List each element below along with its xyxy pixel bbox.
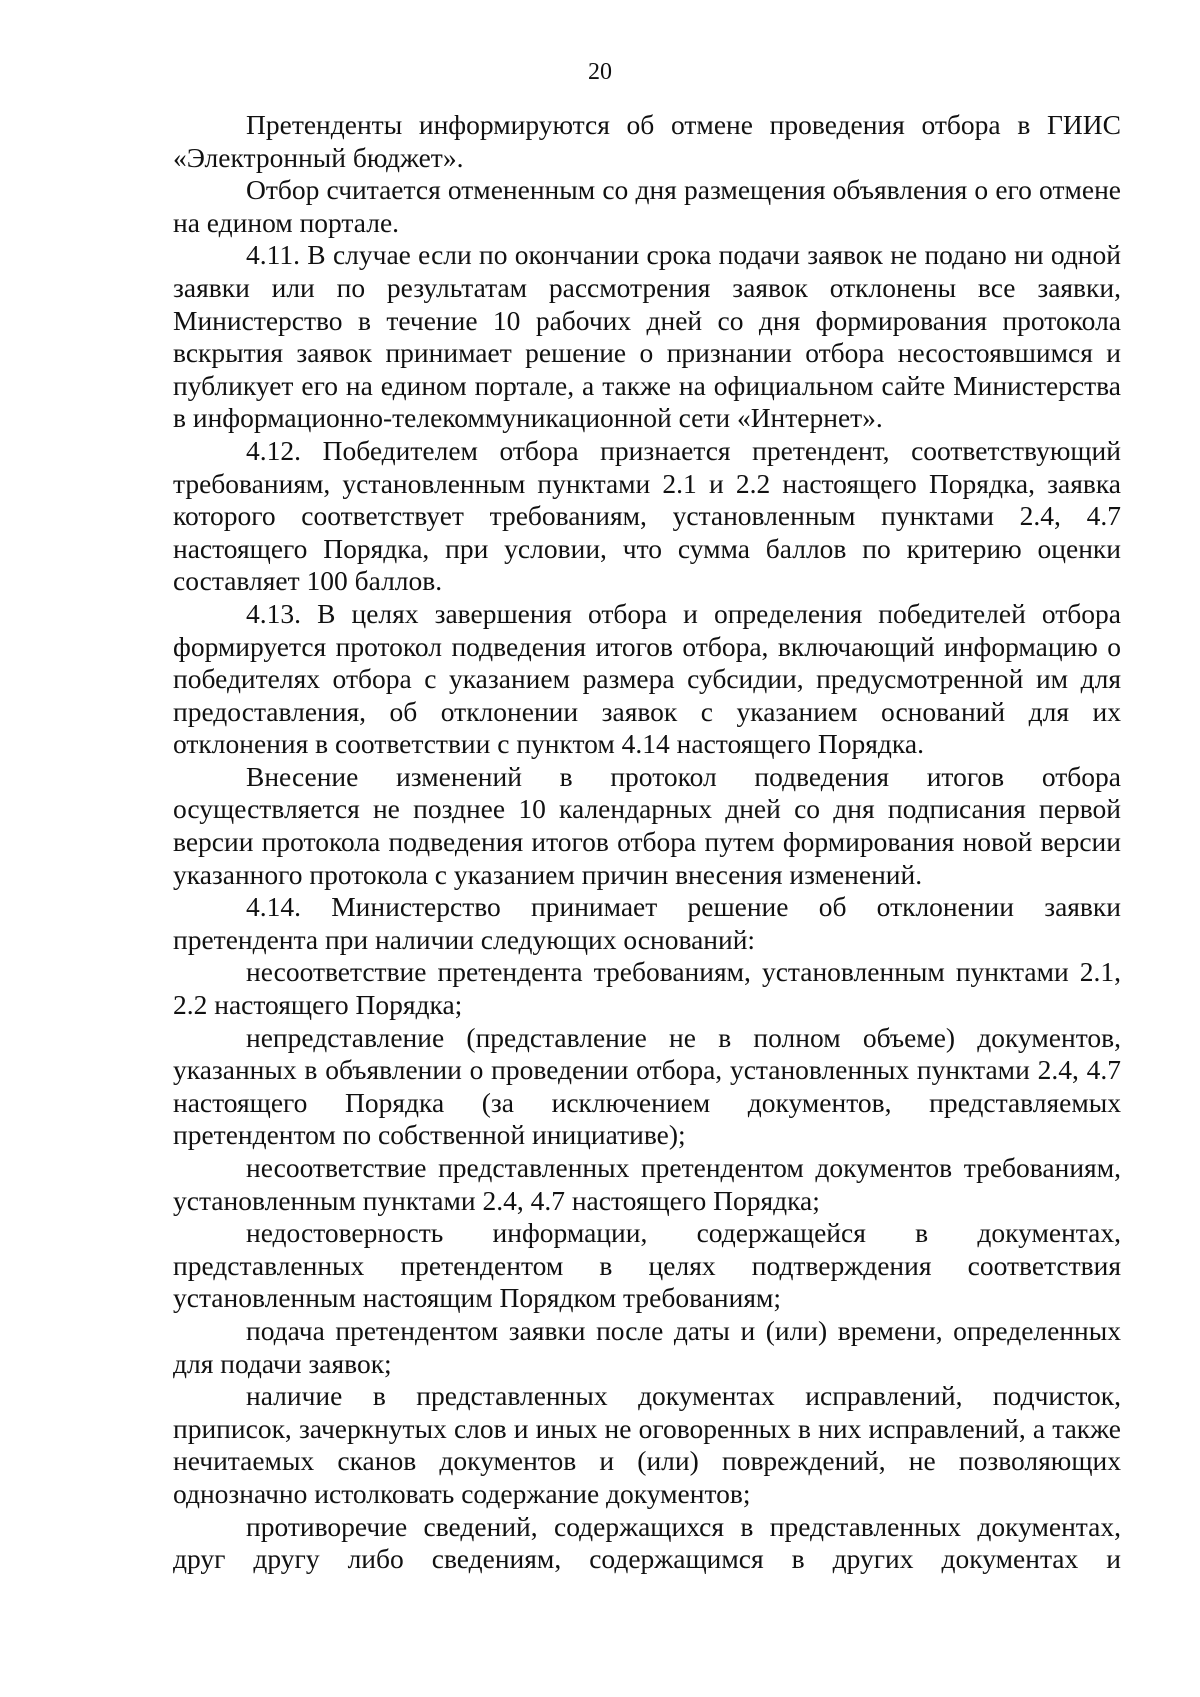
document-body <box>173 109 1121 1576</box>
paragraph: Внесение изменений в протокол подведения итогов отбора осуществляется не позднее 10 календарных дней со дня подписания первой версии протокола подведения итогов отбора путем формирования новой версии указанного протокола с указанием причин внесения изменений. <box>173 760 1121 890</box>
paragraph: противоречие сведений, содержащихся в представленных документах, друг другу либо сведениям, содержащимся в других документах и <box>173 1510 1121 1575</box>
paragraph: 4.12. Победителем отбора признается претендент, соответствующий требованиям, установленным пунктами 2.1 и 2.2 настоящего Порядка, заявка которого соответствует требованиям, установленным пунктами 2.4, 4.7 настоящего Порядка, при условии, что сумма баллов по критерию оценки составляет 100 баллов. <box>173 434 1121 597</box>
paragraph: несоответствие претендента требованиям, установленным пунктами 2.1, 2.2 настоящего Порядка; <box>173 956 1121 1021</box>
paragraph: непредставление (представление не в полном объеме) документов, указанных в объявлении о проведении отбора, установленных пунктами 2.4, 4.7 настоящего Порядка (за исключением документов, представляемых претендентом по собственной инициативе); <box>173 1021 1121 1151</box>
paragraph: недостоверность информации, содержащейся в документах, представленных претендентом в целях подтверждения соответствия установленным настоящим Порядком требованиям; <box>173 1217 1121 1314</box>
paragraph: наличие в представленных документах исправлений, подчисток, приписок, зачеркнутых слов и иных не оговоренных в них исправлений, а также нечитаемых сканов документов и (или) повреждений, не позволяющих однозначно истолковать содержание документов; <box>173 1380 1121 1509</box>
paragraph: 4.11. В случае если по окончании срока подачи заявок не подано ни одной заявки или по результатам рассмотрения заявок отклонены все заявки, Министерство в течение 10 рабочих дней со дня формирования протокола вскрытия заявок принимает решение о признании отбора несостоявшимся и публикует его на едином портале, а также на официальном сайте Министерства в информационно-телекоммуникационной сети «Интернет». <box>173 239 1121 434</box>
paragraph: 4.13. В целях завершения отбора и определения победителей отбора формируется протокол подведения итогов отбора, включающий информацию о победителях отбора с указанием размера субсидии, предусмотренной им для предоставления, об отклонении заявок с указанием оснований для их отклонения в соответствии с пунктом 4.14 настоящего Порядка. <box>173 597 1121 760</box>
paragraph: подача претендентом заявки после даты и (или) времени, определенных для подачи заявок; <box>173 1314 1121 1379</box>
paragraph: 4.14. Министерство принимает решение об отклонении заявки претендента при наличии следующих оснований: <box>173 891 1121 955</box>
paragraph: Претенденты информируются об отмене проведения отбора в ГИИС «Электронный бюджет». <box>173 109 1121 173</box>
paragraph: Отбор считается отмененным со дня размещения объявления о его отмене на едином портале. <box>173 174 1121 238</box>
paragraph: несоответствие представленных претендентом документов требованиям, установленным пунктами 2.4, 4.7 настоящего Порядка; <box>173 1152 1121 1216</box>
page-number: 20 <box>588 59 612 85</box>
